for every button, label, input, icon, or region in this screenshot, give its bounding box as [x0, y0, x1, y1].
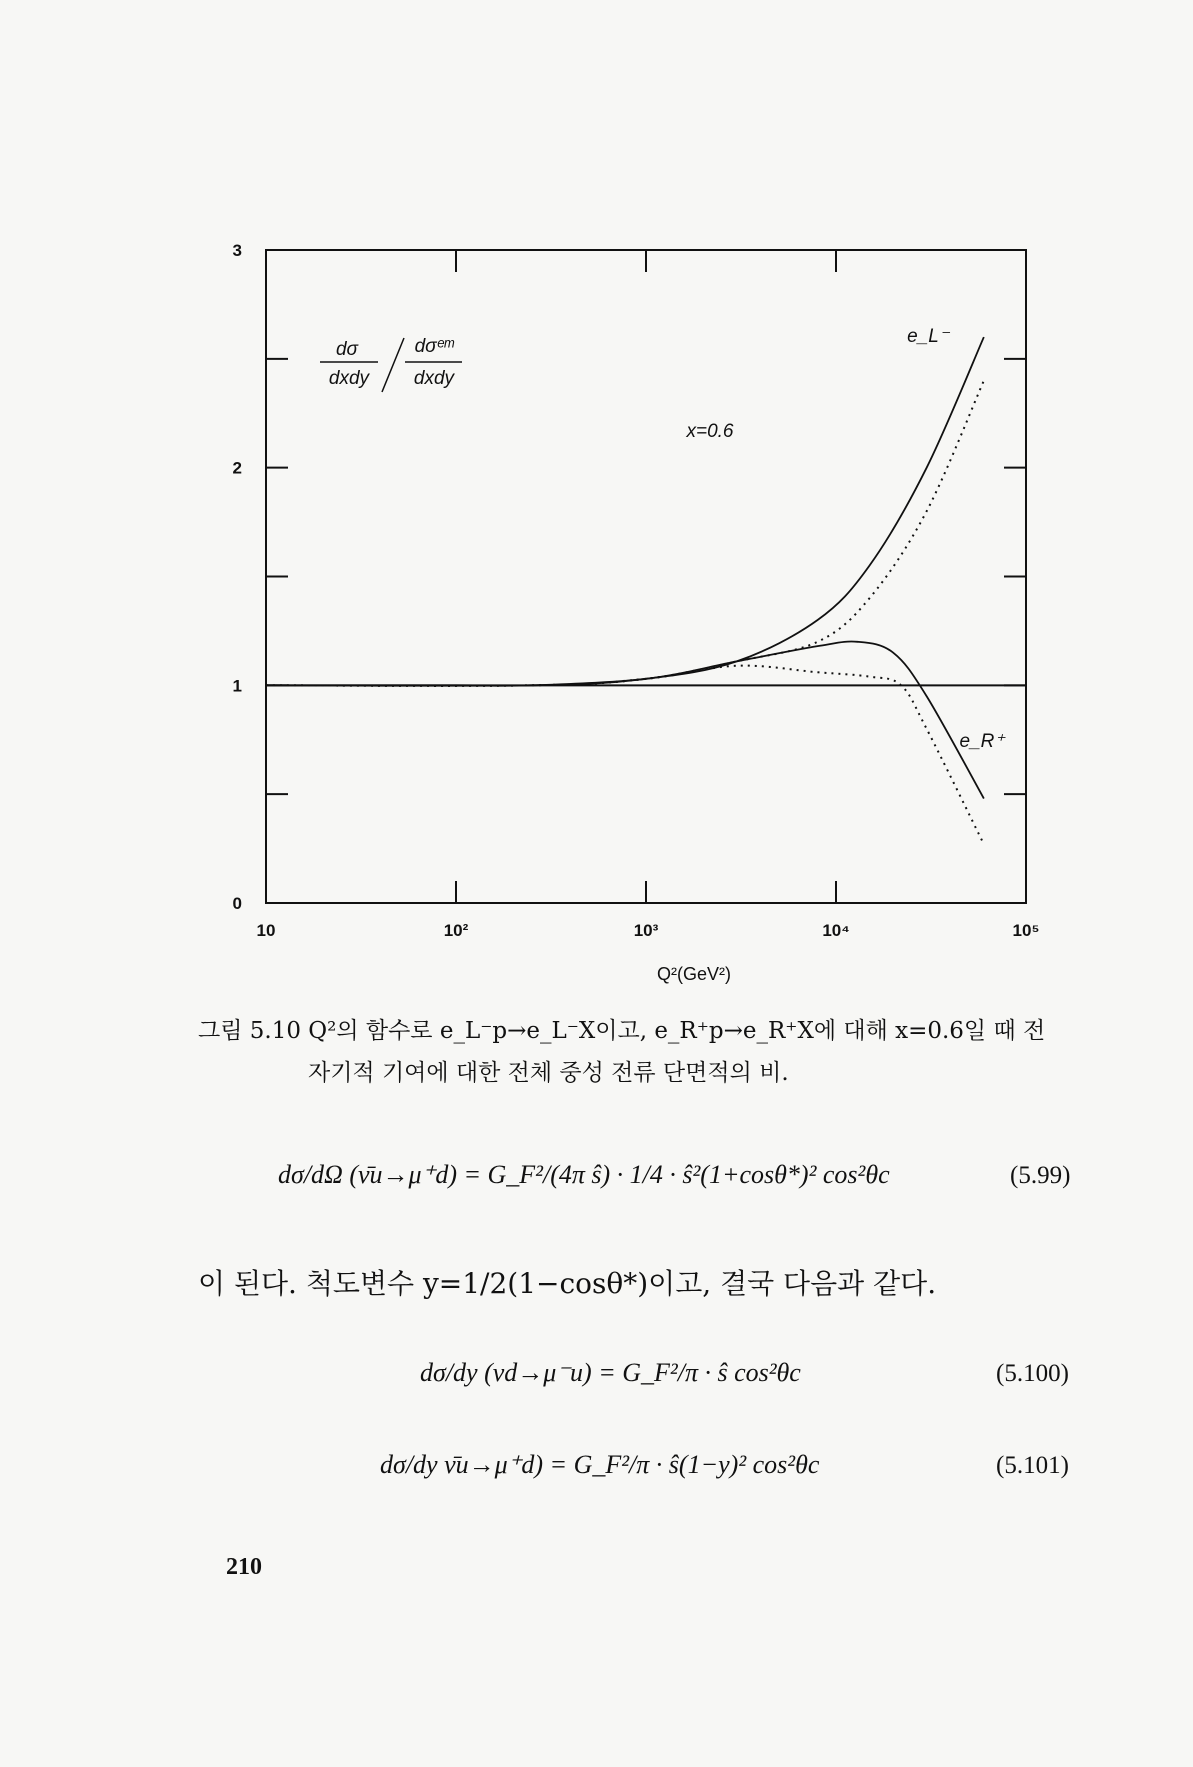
equation-number-5-99: (5.99)	[1010, 1162, 1071, 1189]
x-tick-label: 10	[256, 921, 276, 940]
series-line-1	[266, 381, 984, 686]
caption-line-1: 그림 5.10 Q²의 함수로 e_L⁻p→e_L⁻X이고, e_R⁺p→e_R⁺X에 대해 x=0.6일 때 전	[198, 1018, 1046, 1044]
series-label-eR: e_R⁺	[959, 731, 1005, 752]
plot-frame	[266, 250, 1026, 903]
page-number: 210	[226, 1554, 262, 1580]
series-line-3	[266, 666, 984, 845]
y-axis-label	[320, 336, 462, 392]
equation-number-5-101: (5.101)	[996, 1452, 1069, 1479]
annotation-x: x=0.6	[686, 421, 734, 442]
x-tick-label: 10³	[633, 921, 659, 940]
figure-caption	[198, 1010, 1098, 1094]
caption-line-2: 자기적 기여에 대한 전체 중성 전류 단면적의 비.	[308, 1060, 789, 1086]
axis-ticks	[266, 250, 1026, 903]
x-tick-label: 10²	[443, 921, 469, 940]
equation-5-101: dσ/dy ν̄u→μ⁺d) = G_F²/π · ŝ(1−y)² cos²θc	[380, 1450, 820, 1479]
series-line-0	[266, 337, 984, 686]
body-paragraph: 이 된다. 척도변수 y=1/2(1−cosθ*)이고, 결국 다음과 같다.	[198, 1267, 937, 1300]
ylabel-num-left: dσ	[335, 339, 359, 360]
equation-number-5-100: (5.100)	[996, 1360, 1069, 1387]
ylabel-den-right: dxdy	[413, 368, 455, 389]
ylabel-den-left: dxdy	[328, 368, 370, 389]
y-tick-label: 1	[232, 676, 242, 696]
x-axis-label: Q²(GeV²)	[657, 964, 731, 984]
series-label-eL: e_L⁻	[907, 326, 949, 347]
ylabel-num-right: dσᵉᵐ	[414, 336, 454, 357]
y-tick-label: 2	[232, 458, 242, 478]
series-group	[266, 337, 984, 844]
x-tick-label: 10⁵	[1012, 921, 1040, 940]
equation-5-99: dσ/dΩ (ν̄u→μ⁺d) = G_F²/(4π ŝ) · 1/4 · ŝ²(1+cosθ*)² cos²θc	[278, 1160, 890, 1189]
x-tick-label: 10⁴	[822, 921, 850, 940]
series-line-2	[266, 642, 984, 799]
y-tick-label: 0	[232, 894, 242, 913]
equation-5-100: dσ/dy (νd→μ⁻u) = G_F²/π · ŝ cos²θc	[420, 1358, 801, 1387]
y-tick-label: 3	[232, 241, 242, 260]
